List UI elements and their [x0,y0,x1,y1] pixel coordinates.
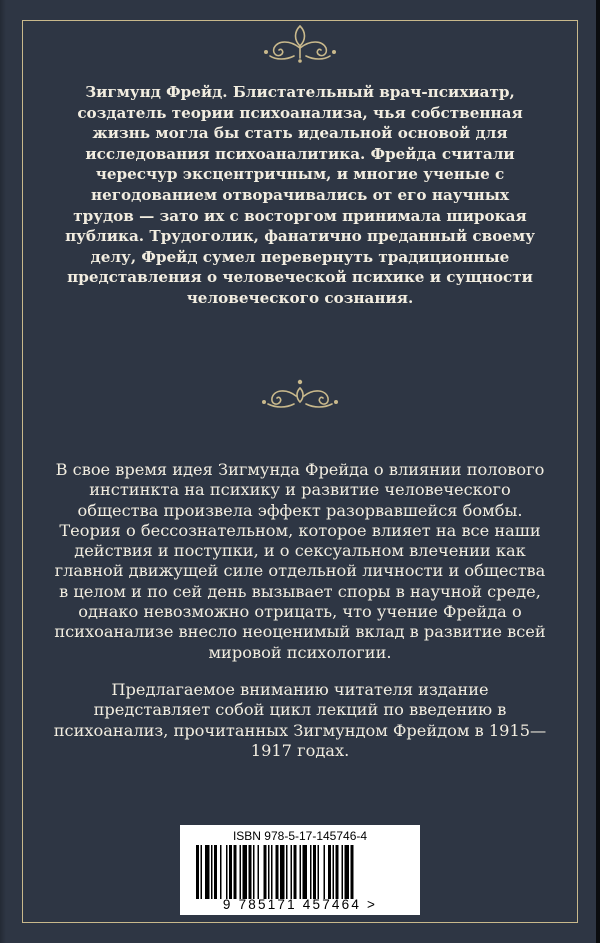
barcode-bar [345,845,350,899]
barcode-bar [351,845,354,899]
intro-paragraph: Зигмунд Фрейд. Блистательный врач-психиатр, создатель теории психоанализа, чья собственная жизнь могла бы стать идеальной основой для исследования психоаналитика. Фрейда считали чересчур эксцентричным, и многие ученые с негодованием отворачивались от его научных трудов — зато их с восторгом принимала широкая публика. Трудоголик, фанатично преданный своему делу, Фрейд сумел перевернуть традиционные представления о человеческой психике и сущности человеческого сознания. [65,83,535,307]
barcode-bar [264,845,267,899]
barcode-bar [324,845,326,899]
barcode-bar [249,845,252,899]
barcode-bar [342,845,344,899]
main-paragraph: В свое время идея Зигмунда Фрейда о влиянии полового инстинкта на психику и развитие человеческого общества произвела эффект разорвавшейся бомбы. Теория о бессознательном, которое влияет на все наши действия и поступки, и о сексуальном влечении как главной движущей силе отдельной личности и общества в целом и по сей день вызывает споры в научной среде, однако невозможно отрицать, что учение Фрейда о психоанализе внесло неоценимый вклад в развитие всей мировой психологии. [54,460,546,662]
barcode-bar [214,845,217,899]
barcode-bar [291,845,293,899]
barcode-bar [300,845,302,899]
barcode-bar [333,845,335,899]
barcode-bar [258,845,260,899]
scroll-ornament-icon [220,374,380,418]
barcode-bar [201,845,203,899]
barcode-bar [313,845,316,899]
barcode-bar [220,845,222,899]
barcode-bar [276,845,279,899]
barcode-bar [268,845,270,899]
barcode-bar [205,845,210,899]
barcode-bar [234,845,237,899]
isbn-barcode [180,825,420,915]
barcode-bar [318,845,320,899]
barcode-bar [328,845,331,899]
barcode-bar [253,845,255,899]
page-edge [596,0,600,943]
barcode-bar [243,845,248,899]
barcode-bar [286,845,288,899]
isbn-label: ISBN 978-5-17-145746-4 [232,829,368,843]
barcode-bar [271,845,273,899]
spine-shadow [0,0,6,943]
fleur-ornament-icon [220,20,380,64]
barcode-bar [294,845,297,899]
edition-paragraph: Предлагаемое вниманию читателя издание представляет собой цикл лекций по введению в психоанализ, прочитанных Зигмундом Фрейдом в 1915—1917 годах. [53,680,547,760]
barcode-bar [310,845,312,899]
barcode-bar [226,845,228,899]
barcode-bar [280,845,285,899]
barcode-bar [229,845,232,899]
barcode-bar [303,845,308,899]
ean-digits: 9 785171 457464 > [222,897,378,912]
barcode-bars [196,845,404,899]
barcode-bar [240,845,242,899]
barcode-bar [336,845,339,899]
barcode-bar [211,845,213,899]
barcode-bar [196,845,199,899]
